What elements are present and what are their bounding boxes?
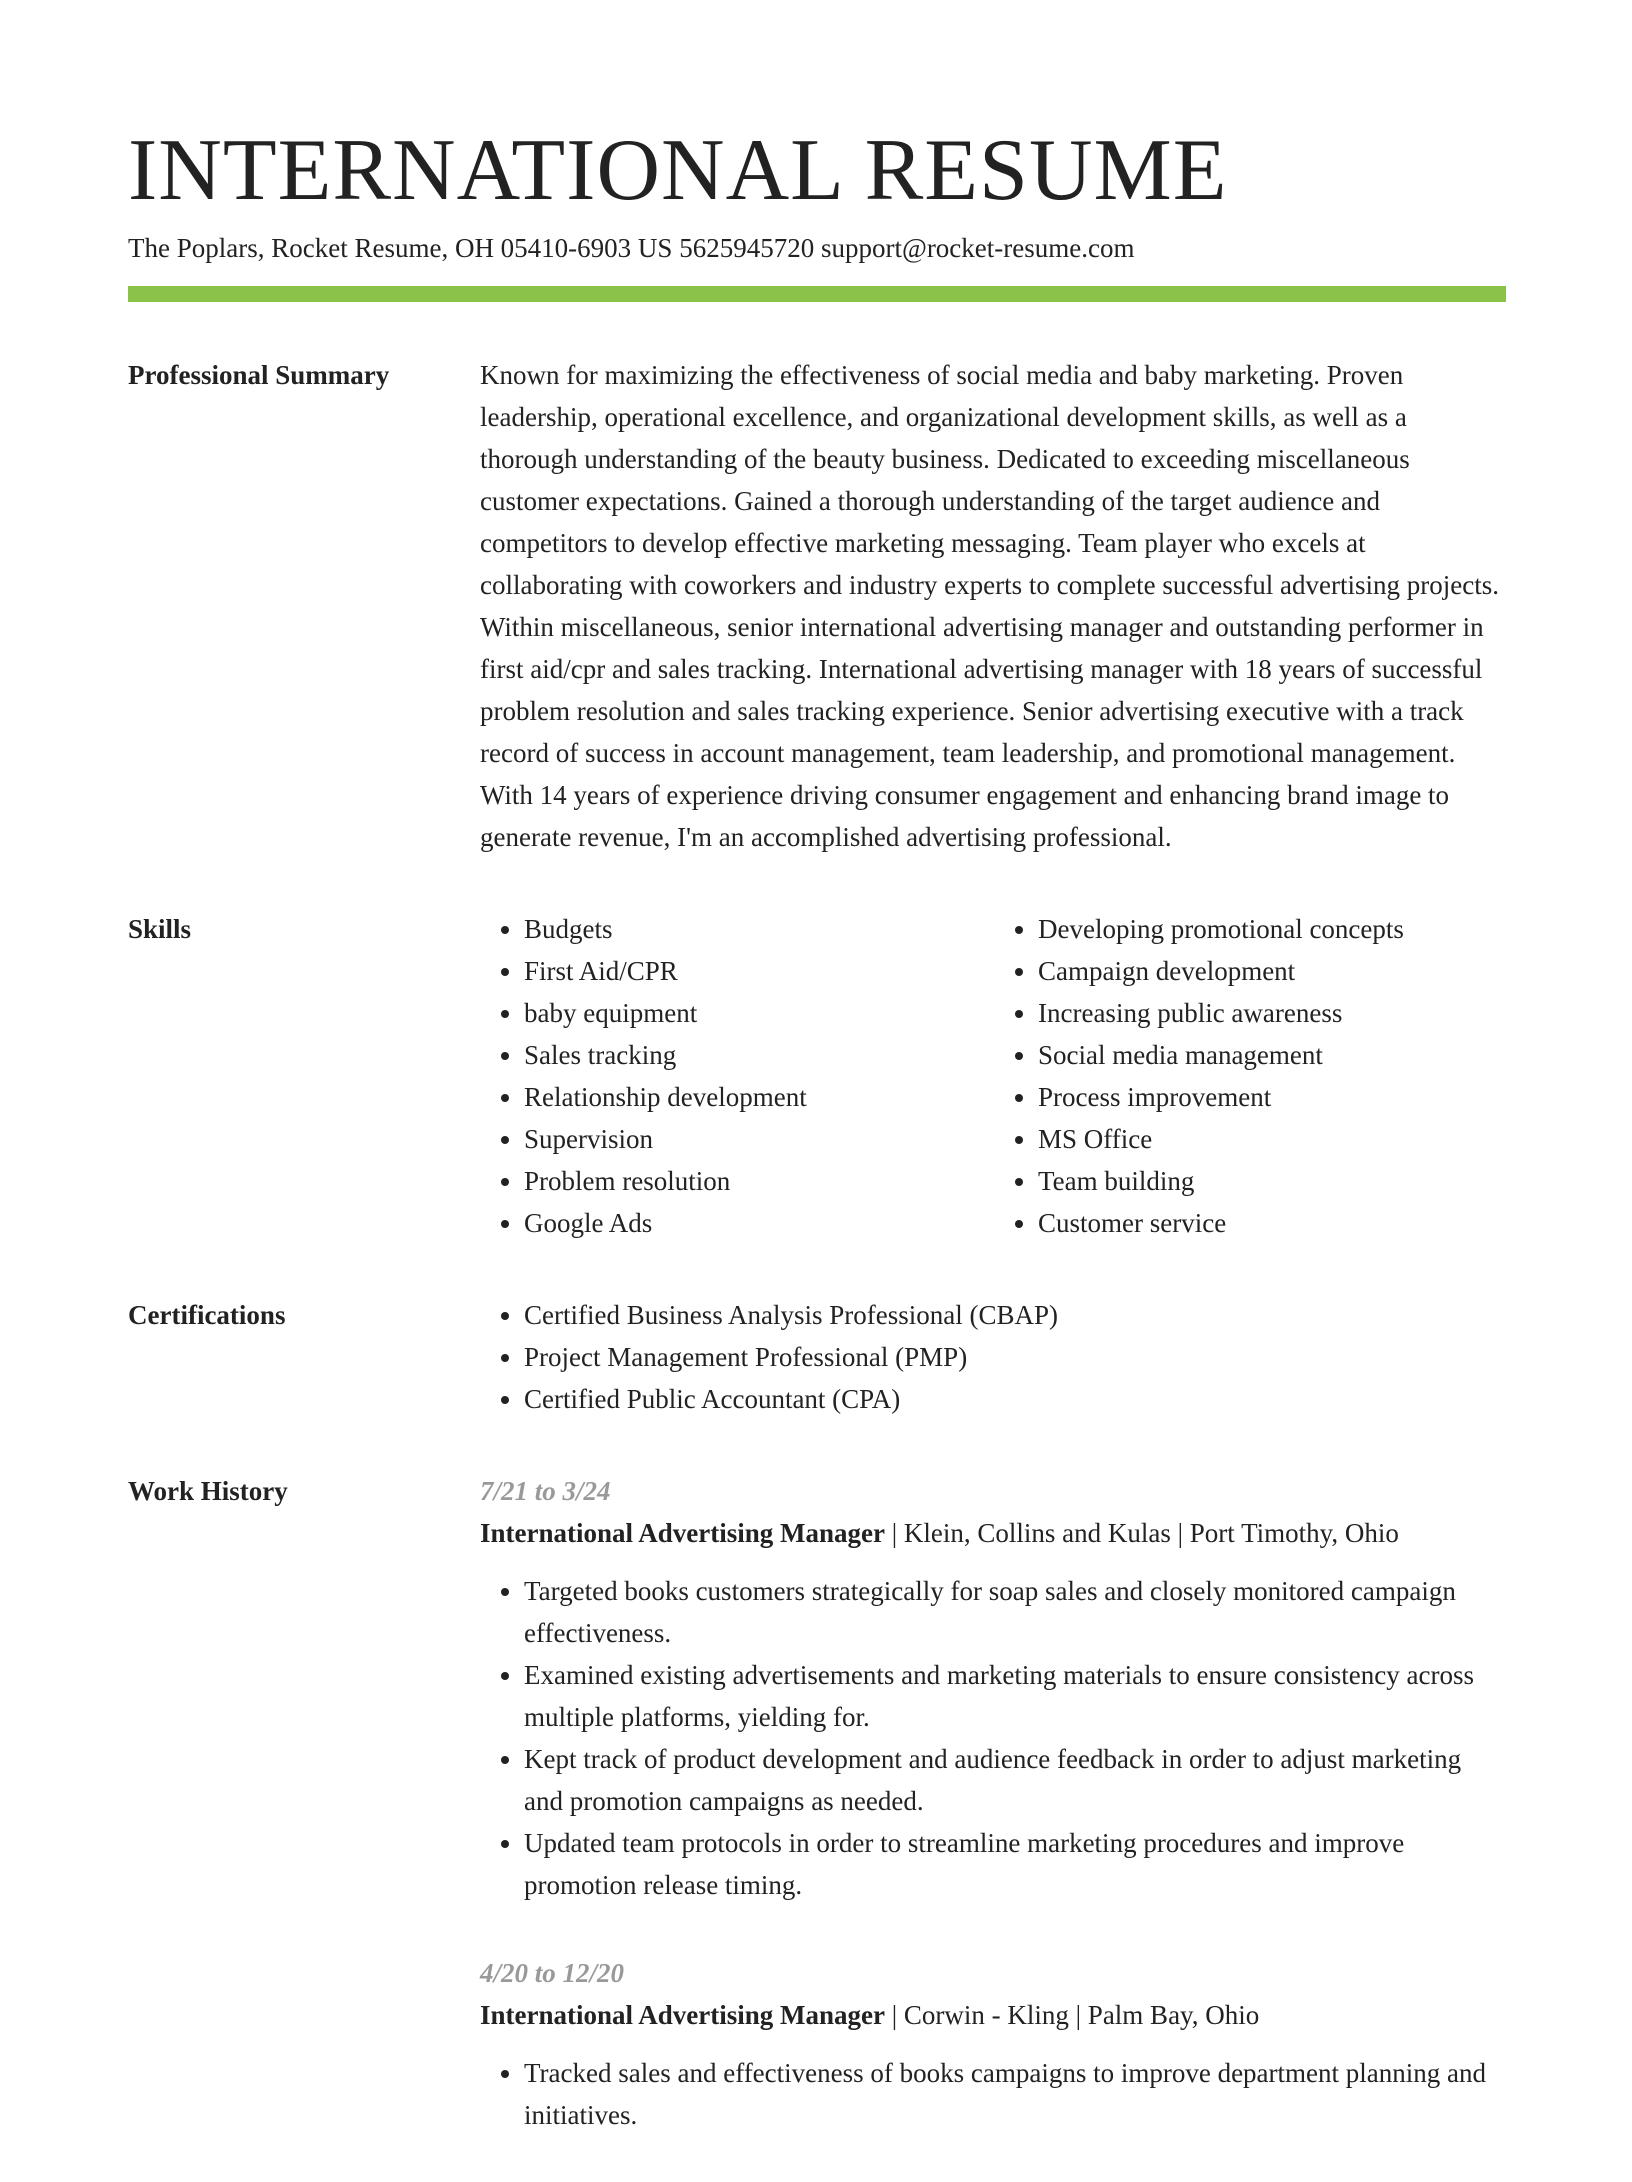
- skill-item: • baby equipment: [524, 992, 984, 1034]
- job-entry: [480, 1952, 1506, 2136]
- job-dates: 4/20 to 12/20: [480, 1958, 625, 1988]
- job-heading: [480, 1512, 1506, 1554]
- skill-item: • Supervision: [524, 1118, 984, 1160]
- job-bullets: [480, 1570, 1506, 1906]
- contact-address: The Poplars, Rocket Resume, OH 05410-6903 US: [128, 233, 673, 263]
- skill-item: • Google Ads: [524, 1202, 984, 1244]
- summary-text: Known for maximizing the effectiveness of social media and baby marketing. Proven leadership, operational excellence, and organizational development skills, as well as a thorough understanding of the beauty business. Dedicated to exceeding miscellaneous customer expectations. Gained a thorough understanding of the target audience and competitors to develop effective marketing messaging. Team player who excels at collaborating with coworkers and industry experts to complete successful advertising projects. Within miscellaneous, senior international advertising manager and outstanding performer in first aid/cpr and sales tracking. International advertising manager with 18 years of successful problem resolution and sales tracking experience. Senior advertising executive with a track record of success in account management, team leadership, and promotional management. With 14 years of experience driving consumer engagement and enhancing brand image to generate revenue, I'm an accomplished advertising professional.: [480, 360, 1499, 852]
- skill-item: • Social media management: [1038, 1034, 1498, 1076]
- skill-item: • Budgets: [524, 908, 984, 950]
- certifications-section: [128, 1294, 1506, 1420]
- resume-name: INTERNATIONAL RESUME: [128, 122, 1228, 219]
- summary-section: [128, 354, 1506, 858]
- job-dates: 7/21 to 3/24: [480, 1476, 611, 1506]
- job-title: International Advertising Manager: [480, 2000, 885, 2030]
- certifications-list: [480, 1294, 1506, 1420]
- skill-item: • Campaign development: [1038, 950, 1498, 992]
- job-bullet: • Tracked sales and effectiveness of books campaigns to improve department planning and initiatives.: [524, 2052, 1506, 2136]
- job-heading: [480, 1994, 1506, 2036]
- skills-list-left: [480, 908, 984, 1244]
- work-history-section: [128, 1470, 1506, 2182]
- job-bullet: • Updated team protocols in order to streamline marketing procedures and improve promotion release timing.: [524, 1822, 1506, 1906]
- accent-divider: [128, 286, 1506, 302]
- skill-item: • Team building: [1038, 1160, 1498, 1202]
- skills-list-right: [994, 908, 1498, 1244]
- skill-item: • MS Office: [1038, 1118, 1498, 1160]
- job-details: | Klein, Collins and Kulas | Port Timothy, Ohio: [885, 1518, 1399, 1548]
- skill-item: • Customer service: [1038, 1202, 1498, 1244]
- skill-item: • Process improvement: [1038, 1076, 1498, 1118]
- skill-item: • Sales tracking: [524, 1034, 984, 1076]
- skill-item: • Increasing public awareness: [1038, 992, 1498, 1034]
- certification-item: • Certified Business Analysis Professional (CBAP): [524, 1294, 1506, 1336]
- resume-page: [128, 118, 1506, 2182]
- skill-item: • Relationship development: [524, 1076, 984, 1118]
- skill-item: • Problem resolution: [524, 1160, 984, 1202]
- job-entry: [480, 1470, 1506, 1906]
- skill-item: • First Aid/CPR: [524, 950, 984, 992]
- job-title: International Advertising Manager: [480, 1518, 885, 1548]
- skills-section: [128, 908, 1506, 1244]
- work-history-heading: Work History: [128, 1476, 288, 1506]
- job-bullets: [480, 2052, 1506, 2136]
- certifications-heading: Certifications: [128, 1300, 286, 1330]
- summary-heading: Professional Summary: [128, 360, 390, 390]
- certification-item: • Certified Public Accountant (CPA): [524, 1378, 1506, 1420]
- skill-item: • Developing promotional concepts: [1038, 908, 1498, 950]
- contact-line: [128, 230, 1506, 266]
- job-details: | Corwin - Kling | Palm Bay, Ohio: [885, 2000, 1260, 2030]
- contact-email: support@rocket-resume.com: [820, 233, 1135, 263]
- job-bullet: • Kept track of product development and audience feedback in order to adjust marketing and promotion campaigns as needed.: [524, 1738, 1506, 1822]
- certification-item: • Project Management Professional (PMP): [524, 1336, 1506, 1378]
- skills-heading: Skills: [128, 914, 192, 944]
- job-bullet: • Targeted books customers strategically for soap sales and closely monitored campaign effectiveness.: [524, 1570, 1506, 1654]
- job-bullet: • Examined existing advertisements and marketing materials to ensure consistency across multiple platforms, yielding for.: [524, 1654, 1506, 1738]
- contact-phone: 5625945720: [679, 233, 815, 263]
